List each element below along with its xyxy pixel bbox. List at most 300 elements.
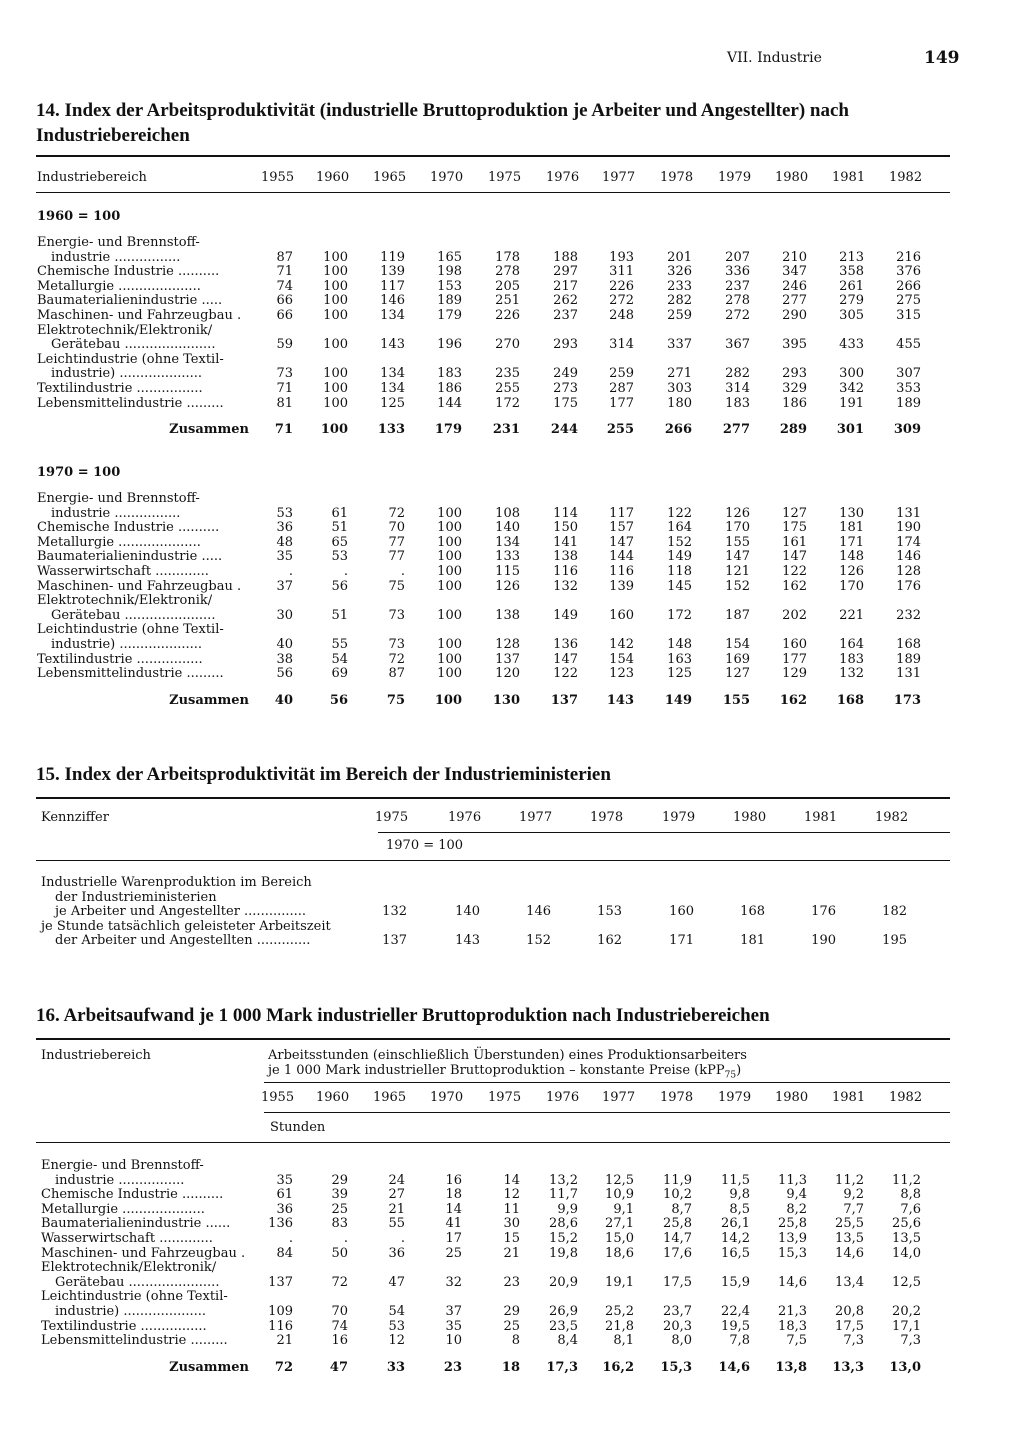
value-cell: 35 [445, 1318, 462, 1334]
year-header: 1978 [660, 1090, 694, 1105]
value-cell: 100 [437, 505, 462, 521]
value-cell: 38 [276, 651, 293, 667]
value-cell: 18,6 [605, 1245, 634, 1261]
value-cell: 140 [495, 520, 520, 536]
year-header: 1978 [660, 170, 694, 185]
value-cell: 8,0 [671, 1333, 692, 1349]
value-cell: 9,9 [557, 1201, 578, 1217]
value-cell: 146 [380, 293, 405, 309]
value-cell: 83 [331, 1216, 348, 1232]
value-cell: 122 [782, 563, 807, 579]
value-cell: 100 [437, 607, 462, 623]
value-cell: 233 [667, 278, 692, 294]
total-cell: 100 [320, 422, 348, 438]
value-cell: 9,1 [613, 1201, 634, 1217]
total-cell: 18 [501, 1359, 520, 1375]
value-cell: 147 [782, 549, 807, 565]
total-cell: 149 [664, 692, 692, 708]
row-label: Lebensmittelindustrie ......... [37, 395, 224, 411]
value-cell: 168 [740, 904, 765, 920]
value-cell: 136 [553, 636, 578, 652]
total-cell: 133 [377, 422, 405, 438]
table-row [41, 1159, 927, 1174]
row-label: Chemische Industrie .......... [41, 1187, 224, 1203]
value-cell: 100 [323, 307, 348, 323]
year-header: 1978 [590, 810, 624, 825]
value-cell: 282 [725, 366, 750, 382]
value-cell: 255 [495, 380, 520, 396]
value-cell: 191 [839, 395, 864, 411]
value-cell: 157 [609, 520, 634, 536]
value-cell: 126 [839, 563, 864, 579]
table16-body [41, 1159, 927, 1375]
value-cell: 23,7 [663, 1303, 692, 1319]
table-row [37, 353, 927, 368]
table-row [37, 324, 927, 339]
value-cell: 53 [388, 1318, 405, 1334]
table-row [37, 280, 927, 295]
total-cell: 17,3 [546, 1359, 578, 1375]
value-cell: 72 [388, 505, 405, 521]
value-cell: 127 [782, 505, 807, 521]
total-cell: 231 [492, 422, 520, 438]
value-cell: 87 [276, 249, 293, 265]
value-cell: 116 [268, 1318, 293, 1334]
table-row [37, 580, 927, 595]
value-cell: 28,6 [549, 1216, 578, 1232]
row-label: industrie ................ [55, 1172, 185, 1188]
value-cell: 14 [503, 1172, 520, 1188]
value-cell: 11,3 [778, 1172, 807, 1188]
value-cell: 148 [839, 549, 864, 565]
value-cell: 127 [725, 666, 750, 682]
value-cell: 189 [896, 395, 921, 411]
table15-col-label: Kennziffer [41, 810, 109, 825]
value-cell: 27,1 [605, 1216, 634, 1232]
value-cell: 160 [609, 607, 634, 623]
value-cell: 293 [553, 337, 578, 353]
year-header: 1976 [546, 1090, 580, 1105]
total-label: Zusammen [169, 1359, 249, 1375]
table-row [37, 609, 927, 624]
value-cell: 70 [331, 1303, 348, 1319]
row-label: industrie) .................... [51, 636, 203, 652]
value-cell: 259 [609, 366, 634, 382]
year-header: 1970 [430, 1090, 464, 1105]
value-cell: 20,9 [549, 1274, 578, 1290]
table14-top-rule [36, 155, 950, 157]
value-cell: 100 [437, 578, 462, 594]
value-cell: 293 [782, 366, 807, 382]
year-header: 1977 [602, 170, 636, 185]
value-cell: 186 [437, 380, 462, 396]
year-header: 1975 [488, 170, 522, 185]
page-number: 149 [924, 48, 960, 68]
table-row [41, 1174, 927, 1189]
table-row [41, 1320, 927, 1335]
value-cell: 39 [331, 1187, 348, 1203]
total-cell: 16,2 [602, 1359, 634, 1375]
value-cell: 353 [896, 380, 921, 396]
row-label: Textilindustrie ................ [37, 651, 203, 667]
value-cell: 74 [331, 1318, 348, 1334]
table15-body [41, 876, 913, 949]
value-cell: 149 [667, 549, 692, 565]
row-label: Metallurgie .................... [41, 1201, 205, 1217]
value-cell: 221 [839, 607, 864, 623]
value-cell: 134 [380, 366, 405, 382]
total-cell: 309 [893, 422, 921, 438]
row-label: der Arbeiter und Angestellten ............. [55, 933, 311, 949]
total-cell: 137 [550, 692, 578, 708]
table15-top-rule [36, 797, 950, 799]
row-label: Chemische Industrie .......... [37, 520, 220, 536]
value-cell: 189 [896, 651, 921, 667]
value-cell: 336 [725, 264, 750, 280]
value-cell: 162 [782, 578, 807, 594]
value-cell: 202 [782, 607, 807, 623]
value-cell: 131 [896, 505, 921, 521]
value-cell: 75 [388, 578, 405, 594]
value-cell: 117 [609, 505, 634, 521]
table-row [41, 1276, 927, 1291]
value-cell: 137 [382, 933, 407, 949]
value-cell: 13,2 [549, 1172, 578, 1188]
value-cell: 59 [276, 337, 293, 353]
value-cell: 12 [503, 1187, 520, 1203]
row-label: Maschinen- und Fahrzeugbau . [41, 1245, 246, 1261]
value-cell: 51 [331, 607, 348, 623]
value-cell: 176 [896, 578, 921, 594]
table16-col-label: Industriebereich [41, 1048, 151, 1063]
value-cell: 160 [782, 636, 807, 652]
value-cell: 132 [553, 578, 578, 594]
table-row [37, 565, 927, 580]
value-cell: 153 [437, 278, 462, 294]
row-label: Wasserwirtschaft ............. [37, 563, 209, 579]
row-label: Energie- und Brennstoff- [41, 1158, 204, 1173]
year-header: 1970 [430, 170, 464, 185]
year-header: 1980 [775, 1090, 809, 1105]
value-cell: 163 [667, 651, 692, 667]
running-header [0, 46, 1024, 76]
value-cell: 36 [276, 1201, 293, 1217]
value-cell: 11,2 [892, 1172, 921, 1188]
total-cell: 15,3 [660, 1359, 692, 1375]
value-cell: 7,7 [843, 1201, 864, 1217]
value-cell: 14,7 [663, 1230, 692, 1246]
value-cell: 210 [782, 249, 807, 265]
value-cell: 178 [495, 249, 520, 265]
value-cell: 188 [553, 249, 578, 265]
value-cell: 342 [839, 380, 864, 396]
value-cell: 120 [495, 666, 520, 682]
value-cell: 226 [609, 278, 634, 294]
value-cell: 30 [276, 607, 293, 623]
value-cell: 20,3 [663, 1318, 692, 1334]
table-row [37, 236, 927, 251]
value-cell: 27 [388, 1187, 405, 1203]
row-label: Leichtindustrie (ohne Textil- [41, 1289, 228, 1305]
value-cell: 300 [839, 366, 864, 382]
total-cell: 255 [606, 422, 634, 438]
value-cell: 9,8 [729, 1187, 750, 1203]
table-row [37, 251, 927, 266]
value-cell: 395 [782, 337, 807, 353]
value-cell: 17,5 [835, 1318, 864, 1334]
value-cell: 147 [609, 534, 634, 550]
row-label: Energie- und Brennstoff- [37, 235, 200, 250]
value-cell: 21 [276, 1333, 293, 1349]
total-cell: 71 [274, 422, 293, 438]
total-label: Zusammen [169, 692, 249, 708]
table-row [37, 397, 927, 412]
value-cell: 17 [445, 1230, 462, 1246]
total-cell: 155 [722, 692, 750, 708]
value-cell: 12 [388, 1333, 405, 1349]
table14-base-1960: 1960 = 100 [37, 209, 121, 224]
row-label: Leichtindustrie (ohne Textil- [37, 622, 224, 638]
value-cell: 164 [839, 636, 864, 652]
value-cell: 14,2 [721, 1230, 750, 1246]
total-cell: 168 [836, 692, 864, 708]
table-row [37, 294, 927, 309]
value-cell: 15,2 [549, 1230, 578, 1246]
year-header: 1979 [718, 1090, 752, 1105]
value-cell: 125 [667, 666, 692, 682]
value-cell: 19,5 [721, 1318, 750, 1334]
value-cell: 10,2 [663, 1187, 692, 1203]
value-cell: . [343, 563, 348, 579]
value-cell: 51 [331, 520, 348, 536]
value-cell: 149 [553, 607, 578, 623]
table-row [41, 934, 913, 949]
year-header: 1977 [602, 1090, 636, 1105]
year-header: 1981 [832, 170, 866, 185]
section-title: VII. Industrie [727, 50, 822, 66]
value-cell: 182 [882, 904, 907, 920]
value-cell: 152 [667, 534, 692, 550]
value-cell: 186 [782, 395, 807, 411]
value-cell: 181 [740, 933, 765, 949]
row-label: je Stunde tatsächlich geleisteter Arbeitszeit [41, 918, 331, 934]
value-cell: 118 [667, 563, 692, 579]
value-cell: 249 [553, 366, 578, 382]
total-cell: 244 [550, 422, 578, 438]
value-cell: 26,9 [549, 1303, 578, 1319]
value-cell: 115 [495, 563, 520, 579]
total-cell: 130 [492, 692, 520, 708]
table-row [41, 891, 913, 906]
value-cell: 20,2 [892, 1303, 921, 1319]
value-cell: 122 [667, 505, 692, 521]
value-cell: 13,5 [835, 1230, 864, 1246]
value-cell: 36 [388, 1245, 405, 1261]
value-cell: 25 [331, 1201, 348, 1217]
total-cell: 173 [893, 692, 921, 708]
table-row [37, 594, 927, 609]
value-cell: 100 [437, 549, 462, 565]
table-row [41, 1232, 927, 1247]
value-cell: 154 [609, 651, 634, 667]
value-cell: 183 [437, 366, 462, 382]
value-cell: 297 [553, 264, 578, 280]
value-cell: 275 [896, 293, 921, 309]
value-cell: 136 [268, 1216, 293, 1232]
value-cell: 189 [437, 293, 462, 309]
table-row [37, 367, 927, 382]
value-cell: 172 [495, 395, 520, 411]
value-cell: 262 [553, 293, 578, 309]
table-row [37, 507, 927, 522]
value-cell: 7,8 [729, 1333, 750, 1349]
value-cell: 121 [725, 563, 750, 579]
value-cell: 24 [388, 1172, 405, 1188]
value-cell: 22,4 [721, 1303, 750, 1319]
table-row [37, 309, 927, 324]
value-cell: 73 [388, 607, 405, 623]
value-cell: 131 [896, 666, 921, 682]
value-cell: 56 [276, 666, 293, 682]
value-cell: 279 [839, 293, 864, 309]
year-header: 1981 [804, 810, 838, 825]
value-cell: 114 [553, 505, 578, 521]
row-label: der Industrieministerien [55, 889, 217, 905]
value-cell: 152 [526, 933, 551, 949]
value-cell: 126 [725, 505, 750, 521]
value-cell: 273 [553, 380, 578, 396]
value-cell: 125 [380, 395, 405, 411]
value-cell: 116 [553, 563, 578, 579]
value-cell: 205 [495, 278, 520, 294]
year-header: 1981 [832, 1090, 866, 1105]
value-cell: 17,6 [663, 1245, 692, 1261]
value-cell: 14 [445, 1201, 462, 1217]
value-cell: 14,6 [778, 1274, 807, 1290]
total-cell: 75 [386, 692, 405, 708]
total-cell: 13,8 [775, 1359, 807, 1375]
value-cell: 147 [725, 549, 750, 565]
year-header: 1979 [718, 170, 752, 185]
value-cell: 154 [725, 636, 750, 652]
year-header: 1980 [775, 170, 809, 185]
table-row [37, 492, 927, 507]
value-cell: 100 [437, 534, 462, 550]
value-cell: 270 [495, 337, 520, 353]
value-cell: 11,2 [835, 1172, 864, 1188]
row-label: Elektrotechnik/Elektronik/ [41, 1260, 217, 1276]
value-cell: 138 [495, 607, 520, 623]
table16-top-rule [36, 1038, 950, 1040]
table14-column-header [0, 170, 1024, 186]
value-cell: 153 [597, 904, 622, 920]
value-cell: 177 [609, 395, 634, 411]
value-cell: 84 [276, 1245, 293, 1261]
value-cell: 8,4 [557, 1333, 578, 1349]
value-cell: . [288, 1230, 293, 1246]
value-cell: 251 [495, 293, 520, 309]
value-cell: 12,5 [892, 1274, 921, 1290]
table-row [41, 1305, 927, 1320]
row-label: industrie) .................... [51, 366, 203, 382]
table-row [37, 536, 927, 551]
value-cell: 128 [896, 563, 921, 579]
value-cell: 180 [667, 395, 692, 411]
value-cell: 21,3 [778, 1303, 807, 1319]
value-cell: 20,8 [835, 1303, 864, 1319]
value-cell: 152 [725, 578, 750, 594]
value-cell: . [288, 563, 293, 579]
table14-block-1970 [37, 492, 927, 708]
value-cell: 19,1 [605, 1274, 634, 1290]
table-row [41, 1334, 927, 1349]
row-label: industrie ................ [51, 249, 181, 265]
value-cell: 15,9 [721, 1274, 750, 1290]
value-cell: 77 [388, 549, 405, 565]
table16-header-rule [36, 1142, 950, 1143]
table-row [37, 667, 927, 682]
value-cell: 37 [445, 1303, 462, 1319]
value-cell: 100 [323, 337, 348, 353]
value-cell: 54 [388, 1303, 405, 1319]
value-cell: 16 [331, 1333, 348, 1349]
row-label: Energie- und Brennstoff- [37, 491, 200, 506]
total-row [41, 1361, 927, 1376]
total-cell: 179 [434, 422, 462, 438]
value-cell: 193 [609, 249, 634, 265]
value-cell: 17,1 [892, 1318, 921, 1334]
total-cell: 301 [836, 422, 864, 438]
value-cell: 19,8 [549, 1245, 578, 1261]
year-header: 1982 [889, 1090, 923, 1105]
value-cell: 47 [388, 1274, 405, 1290]
value-cell: 134 [380, 380, 405, 396]
value-cell: 8,7 [671, 1201, 692, 1217]
year-header: 1979 [662, 810, 696, 825]
value-cell: 232 [896, 607, 921, 623]
value-cell: 259 [667, 307, 692, 323]
table14-base-1970: 1970 = 100 [37, 465, 121, 480]
value-cell: 100 [437, 520, 462, 536]
total-cell: 23 [443, 1359, 462, 1375]
value-cell: 144 [609, 549, 634, 565]
year-header: 1960 [316, 170, 350, 185]
value-cell: 25,8 [778, 1216, 807, 1232]
value-cell: 70 [388, 520, 405, 536]
value-cell: 53 [331, 549, 348, 565]
year-header: 1965 [373, 170, 407, 185]
table-row [37, 265, 927, 280]
value-cell: 134 [495, 534, 520, 550]
value-cell: 248 [609, 307, 634, 323]
table-row [41, 876, 913, 891]
value-cell: 54 [331, 651, 348, 667]
total-cell: 33 [386, 1359, 405, 1375]
value-cell: 174 [896, 534, 921, 550]
value-cell: 7,6 [900, 1201, 921, 1217]
value-cell: 126 [495, 578, 520, 594]
value-cell: 137 [495, 651, 520, 667]
value-cell: 21,8 [605, 1318, 634, 1334]
value-cell: 74 [276, 278, 293, 294]
value-cell: 71 [276, 264, 293, 280]
value-cell: 170 [725, 520, 750, 536]
value-cell: 161 [782, 534, 807, 550]
value-cell: 73 [388, 636, 405, 652]
year-header: 1976 [448, 810, 482, 825]
row-label: Maschinen- und Fahrzeugbau . [37, 307, 242, 323]
value-cell: 226 [495, 307, 520, 323]
